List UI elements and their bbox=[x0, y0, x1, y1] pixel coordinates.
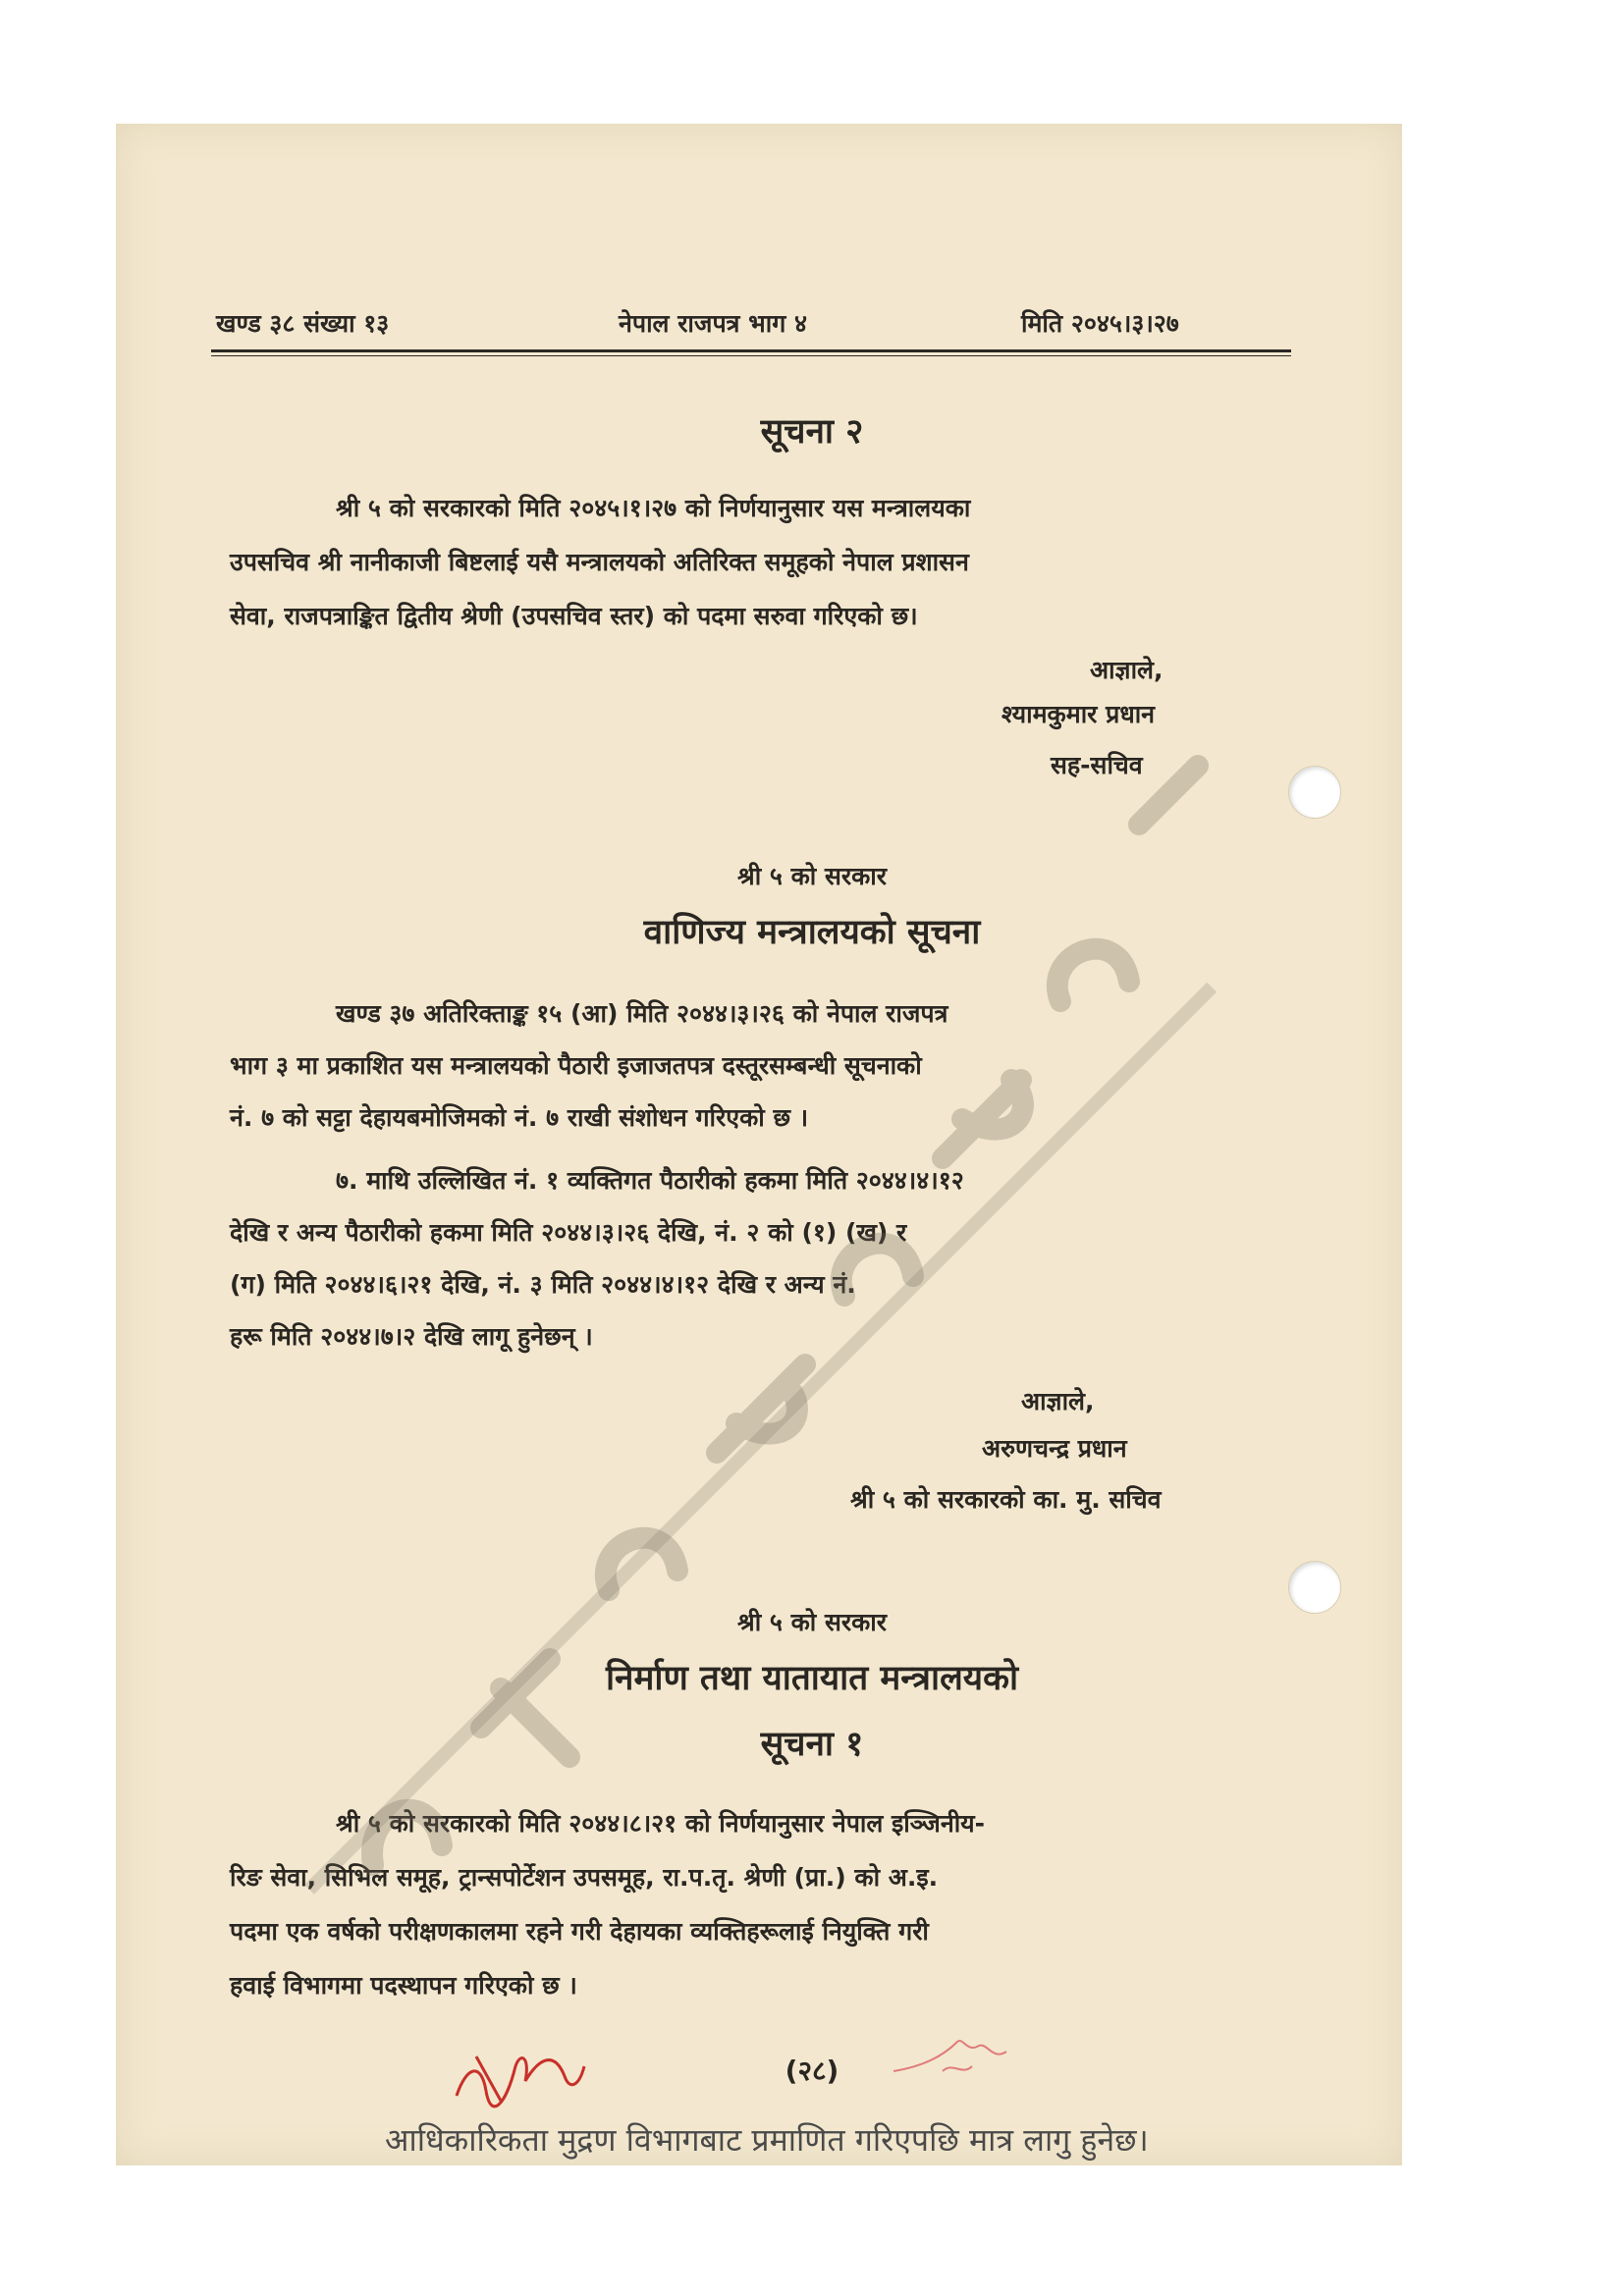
notice-3-subtitle: सूचना १ bbox=[760, 1725, 864, 1764]
header-rule-thin bbox=[211, 355, 1291, 356]
notice-1-line: उपसचिव श्री नानीकाजी बिष्टलाई यसै मन्त्रालयको अतिरिक्त समूहको नेपाल प्रशासन bbox=[230, 548, 969, 576]
notice-2-para-2-line: देखि र अन्य पैठारीको हकमा मिति २०४४।३।२६ देखि, नं. २ को (१) (ख) र bbox=[230, 1218, 907, 1247]
notice-2-para-1-line: नं. ७ को सट्टा देहायबमोजिमको नं. ७ राखी संशोधन गरिएको छ । bbox=[230, 1103, 809, 1132]
notice-2-signature-order: आज्ञाले, bbox=[1021, 1387, 1095, 1415]
notice-3-line: रिङ सेवा, सिभिल समूह, ट्रान्सपोर्टेशन उपसमूह, रा.प.तृ. श्रेणी (प्रा.) को अ.इ. bbox=[230, 1863, 939, 1892]
punch-hole bbox=[1288, 766, 1341, 819]
notice-1-title: सूचना २ bbox=[760, 412, 864, 452]
signature-mark-red bbox=[447, 2037, 594, 2115]
stamp-watermark bbox=[295, 412, 1227, 1944]
notice-3-line: श्री ५ को सरकारको मिति २०४४।८।२१ को निर्णयानुसार नेपाल इञ्जिनीय- bbox=[336, 1809, 986, 1838]
notice-3-line: पदमा एक वर्षको परीक्षणकालमा रहने गरी देहायका व्यक्तिहरूलाई नियुक्ति गरी bbox=[230, 1917, 929, 1946]
page-number: (२८) bbox=[785, 2055, 839, 2087]
volume-number: खण्ड ३८ संख्या १३ bbox=[216, 309, 390, 338]
punch-hole bbox=[1288, 1561, 1341, 1614]
notice-2-para-2-line: (ग) मिति २०४४।६।२१ देखि, नं. ३ मिति २०४४।४।१२ देखि र अन्य नं. bbox=[230, 1270, 856, 1299]
notice-1-signatory: श्यामकुमार प्रधान bbox=[1001, 700, 1156, 728]
gazette-part: नेपाल राजपत्र भाग ४ bbox=[619, 309, 807, 338]
notice-3-title: निर्माण तथा यातायात मन्त्रालयको bbox=[605, 1659, 1019, 1698]
notice-1-designation: सह-सचिव bbox=[1051, 751, 1143, 779]
notice-2-para-2-line: हरू मिति २०४४।७।२ देखि लागू हुनेछन् । bbox=[230, 1322, 593, 1351]
notice-2-para-1-line: खण्ड ३७ अतिरिक्ताङ्क १५ (आ) मिति २०४४।३।२६ को नेपाल राजपत्र bbox=[336, 999, 948, 1028]
signature-mark-pink bbox=[884, 2022, 1021, 2091]
authenticity-footer: आधिकारिकता मुद्रण विभागबाट प्रमाणित गरिएपछि मात्र लागु हुनेछ। bbox=[385, 2121, 1149, 2159]
gazette-date: मिति २०४५।३।२७ bbox=[1021, 309, 1179, 338]
notice-2-para-1-line: भाग ३ मा प्रकाशित यस मन्त्रालयको पैठारी इजाजतपत्र दस्तूरसम्बन्धी सूचनाको bbox=[230, 1051, 922, 1080]
notice-2-signatory: अरुणचन्द्र प्रधान bbox=[982, 1434, 1127, 1463]
notice-2-government: श्री ५ को सरकार bbox=[737, 862, 887, 890]
notice-2-title: वाणिज्य मन्त्रालयको सूचना bbox=[643, 913, 981, 952]
notice-2-designation: श्री ५ को सरकारको का. मु. सचिव bbox=[850, 1485, 1162, 1514]
notice-2-para-2-line: ७. माथि उल्लिखित नं. १ व्यक्तिगत पैठारीको हकमा मिति २०४४।४।१२ bbox=[336, 1166, 964, 1195]
notice-1-signature-order: आज्ञाले, bbox=[1090, 656, 1164, 684]
notice-3-line: हवाई विभागमा पदस्थापन गरिएको छ । bbox=[230, 1971, 577, 2000]
header-rule bbox=[211, 349, 1291, 352]
notice-3-government: श्री ५ को सरकार bbox=[737, 1608, 887, 1636]
notice-1-line: सेवा, राजपत्राङ्कित द्वितीय श्रेणी (उपसचिव स्तर) को पदमा सरुवा गरिएको छ। bbox=[230, 602, 918, 630]
notice-1-line: श्री ५ को सरकारको मिति २०४५।१।२७ को निर्णयानुसार यस मन्त्रालयका bbox=[336, 494, 971, 522]
